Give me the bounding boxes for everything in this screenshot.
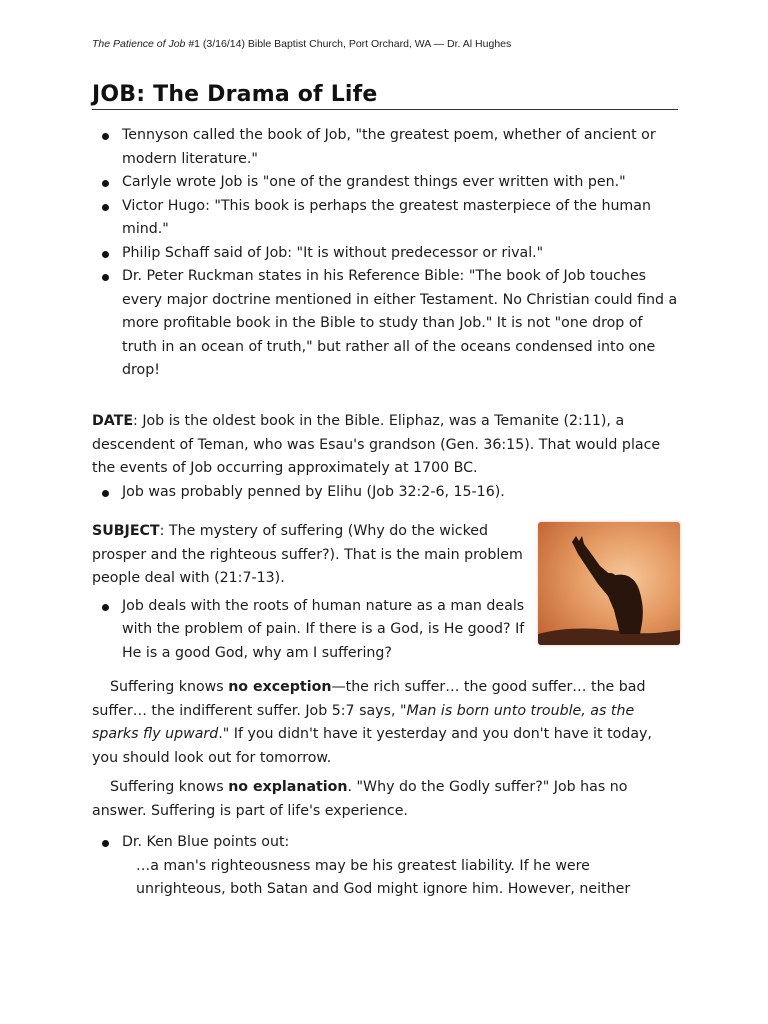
explanation-lead: Suffering knows [110, 779, 229, 795]
header-details: #1 (3/16/14) Bible Baptist Church, Port Orchard, WA — Dr. Al Hughes [185, 38, 512, 50]
date-bullet: Job was probably penned by Elihu (Job 32:2-6, 15-16). [92, 481, 682, 505]
blue-section [92, 831, 682, 902]
series-title: The Patience of Job [92, 38, 186, 50]
subject-paragraph [92, 520, 532, 591]
quote-carlyle: Carlyle wrote Job is "one of the grandest things ever written with pen." [92, 171, 678, 195]
quotes-list [92, 124, 678, 383]
explanation-paragraph [92, 776, 682, 823]
exception-lead: Suffering knows [110, 679, 229, 695]
exception-section [92, 676, 682, 823]
quote-hugo: Victor Hugo: "This book is perhaps the greatest masterpiece of the human mind." [92, 195, 678, 242]
subject-text: : The mystery of suffering (Why do the wicked prosper and the righteous suffer?). That is the main problem people deal with (21:7-13). [92, 523, 523, 586]
subject-section [92, 520, 532, 665]
subject-label: SUBJECT [92, 523, 160, 539]
date-label: DATE [92, 413, 134, 429]
quote-schaff: Philip Schaff said of Job: "It is without predecessor or rival." [92, 242, 678, 266]
blue-list [92, 831, 682, 855]
praying-man-image [538, 522, 680, 645]
explanation-text: . "Why do the Godly suffer?" Job has no answer. Suffering is part of life's experience. [92, 779, 628, 819]
quote-tennyson: Tennyson called the book of Job, "the greatest poem, whether of ancient or modern literature." [92, 124, 678, 171]
exception-bold: no exception [228, 679, 332, 695]
exception-paragraph [92, 676, 682, 770]
blue-bullet: Dr. Ken Blue points out: [92, 831, 682, 855]
exception-tail: ." If you didn't have it yesterday and you don't have it today, you should look out for tomorrow. [92, 726, 652, 766]
exception-scripture: Man is born unto trouble, as the sparks fly upward [92, 702, 635, 742]
subject-list [92, 595, 532, 666]
subject-bullet: Job deals with the roots of human nature as a man deals with the problem of pain. If there is a God, is He good? If He is a good God, why am I suffering? [92, 595, 532, 666]
quote-ruckman: Dr. Peter Ruckman states in his Reference Bible: "The book of Job touches every major doctrine mentioned in either Testament. No Christian could find a more profitable book in the Bible to study than Job." It is not "one drop of truth in an ocean of truth," but rather all of the oceans condensed into one drop! [92, 265, 678, 383]
explanation-bold: no explanation [228, 779, 348, 795]
date-list [92, 481, 682, 505]
silhouette-illustration [538, 522, 680, 645]
blue-quote: …a man's righteousness may be his greatest liability. If he were unrighteous, both Satan and God might ignore him. However, neither [136, 857, 631, 897]
date-paragraph [92, 410, 682, 481]
quotes-section [92, 124, 678, 383]
page-header [92, 38, 511, 50]
page-title: JOB: The Drama of Life [92, 82, 678, 110]
date-section [92, 410, 682, 504]
date-text: : Job is the oldest book in the Bible. Eliphaz, was a Temanite (2:11), a descendent of Teman, who was Esau's grandson (Gen. 36:15). That would place the events of Job occurring approximately at 1700 BC. [92, 413, 661, 476]
exception-text: —the rich suffer… the good suffer… the bad suffer… the indifferent suffer. Job 5:7 says, " [92, 679, 646, 719]
